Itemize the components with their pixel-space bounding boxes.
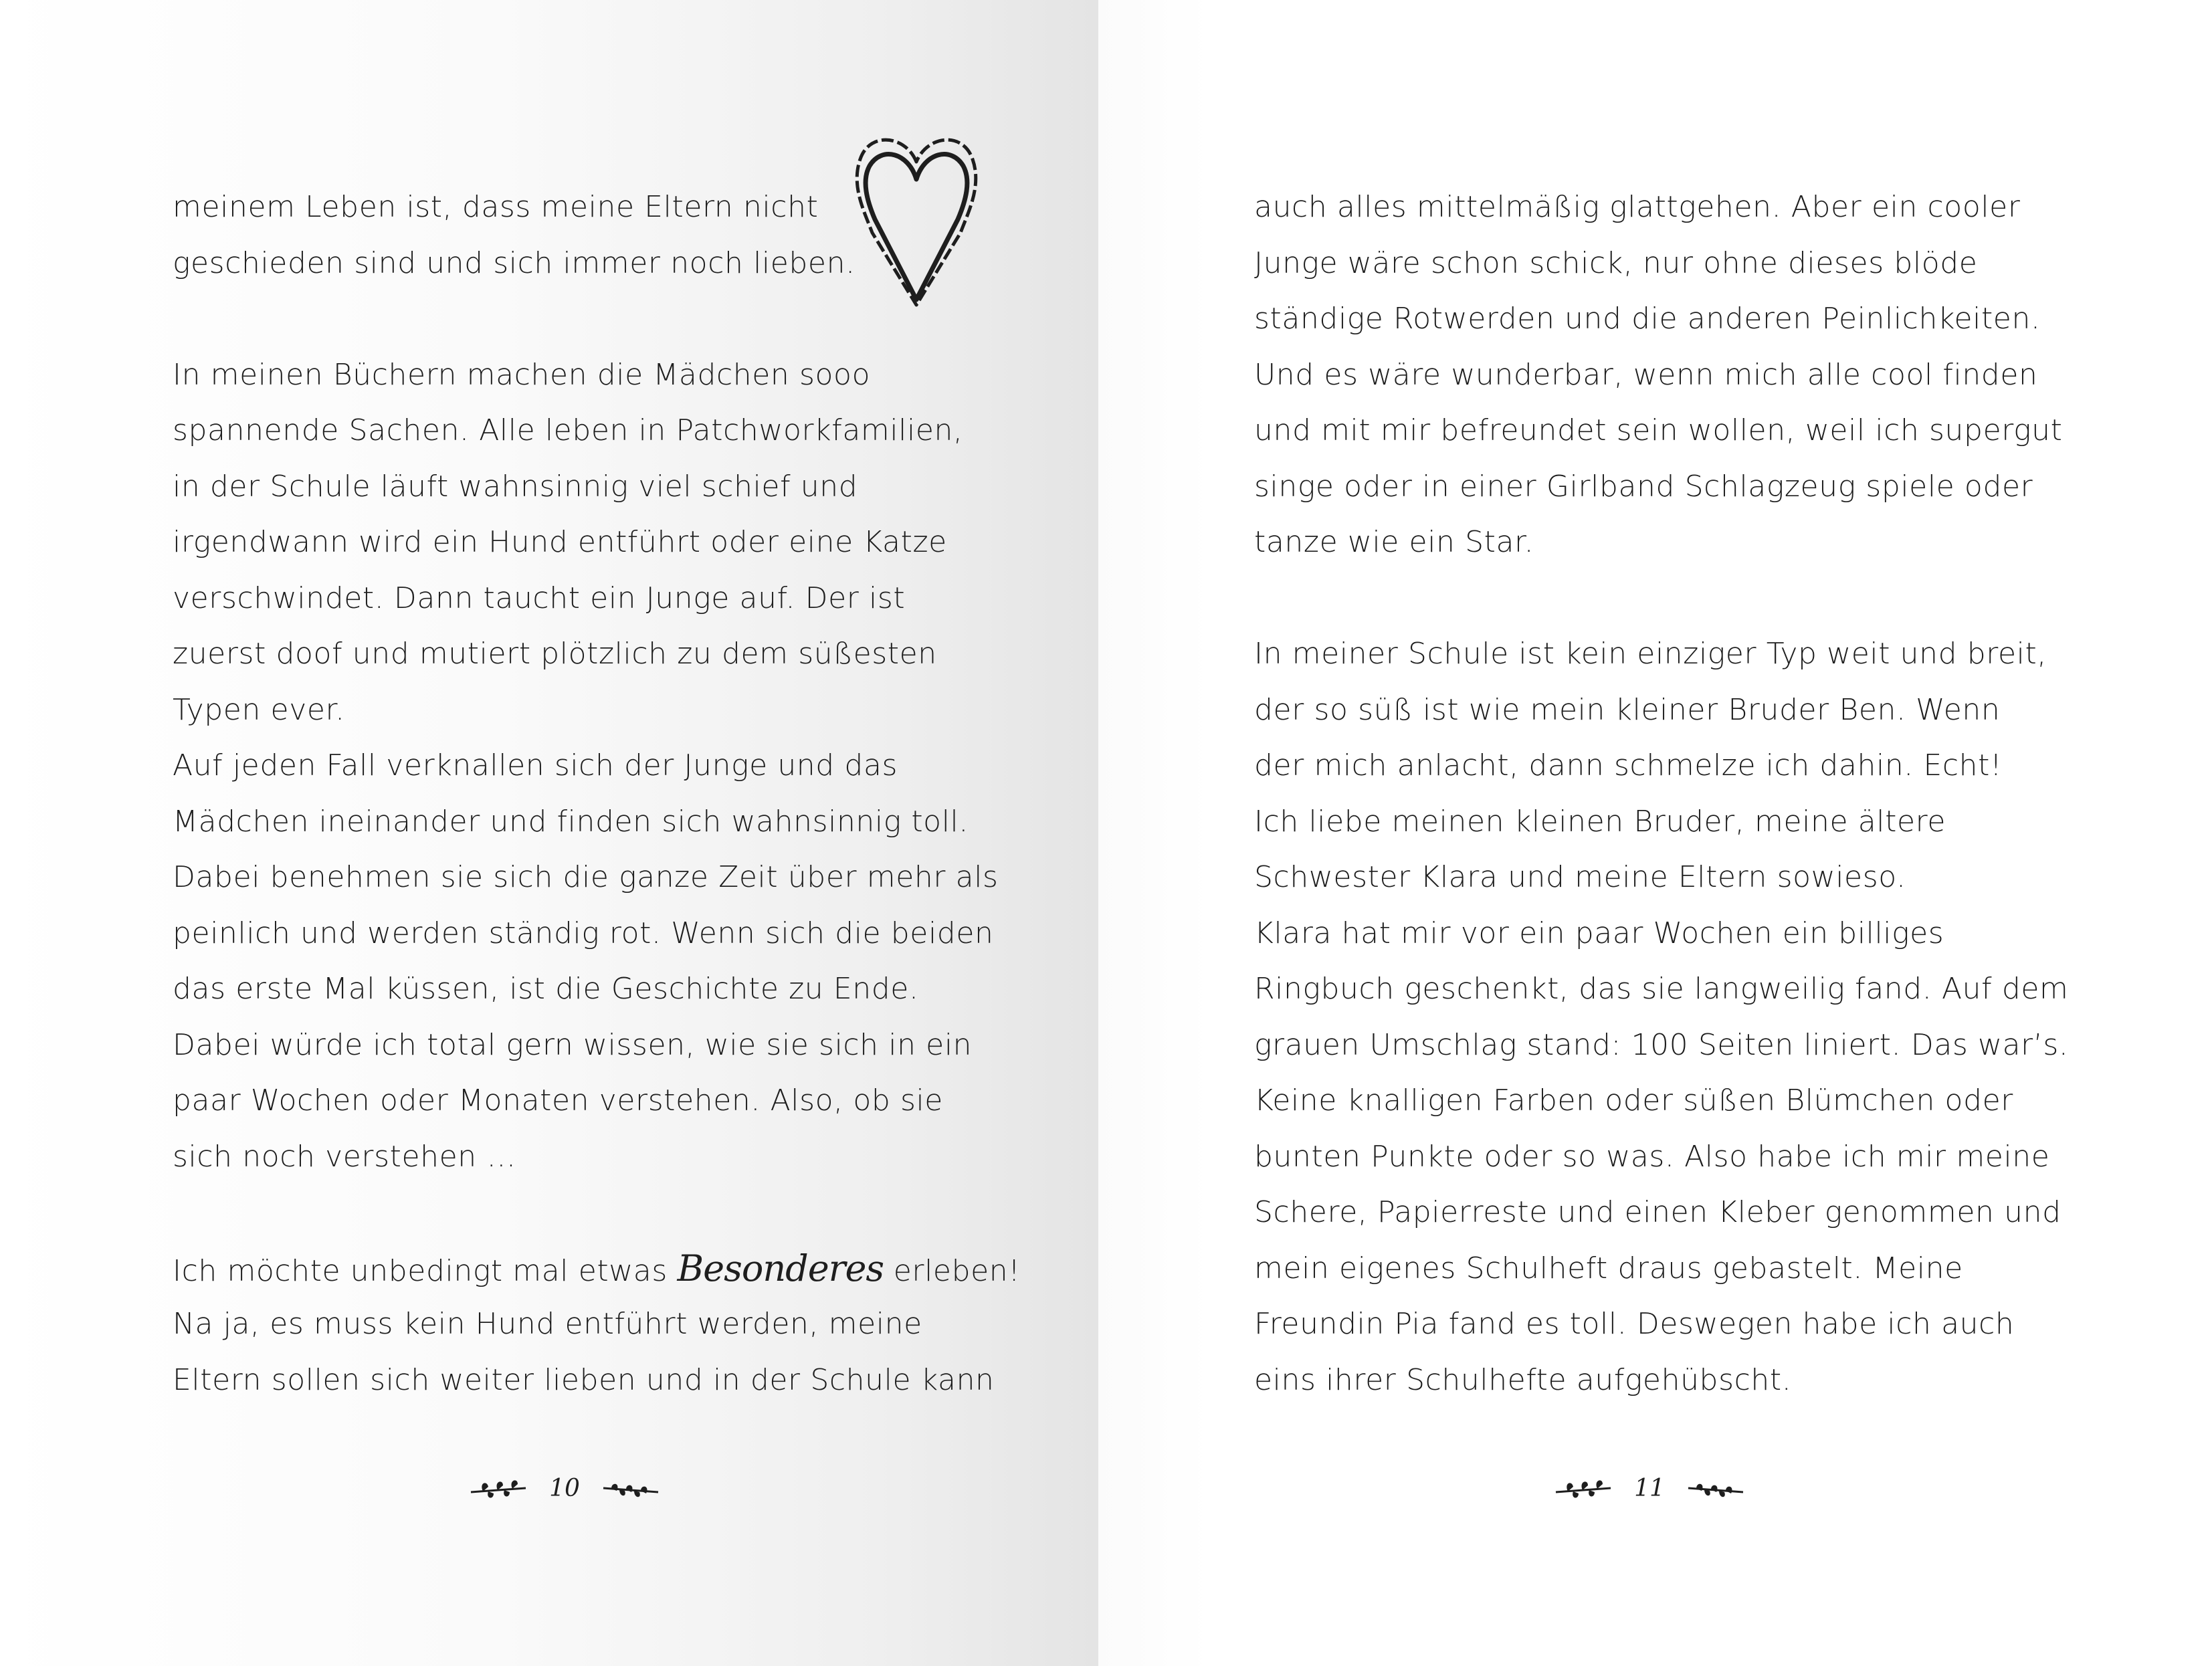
text-line: ständige Rotwerden und die anderen Peinlichkeiten. (1254, 302, 2041, 336)
text-line: meinem Leben ist, dass meine Eltern nicht (173, 190, 819, 224)
text-line: auch alles mittelmäßig glattgehen. Aber ein cooler (1254, 190, 2021, 224)
text-line: geschieden sind und sich immer noch lieben. (173, 245, 856, 280)
leaf-sprig-icon (601, 1475, 661, 1501)
text-line: sich noch verstehen … (173, 1139, 516, 1174)
leaf-sprig-icon (468, 1475, 528, 1501)
text-line: Und es wäre wunderbar, wenn mich alle cool finden (1254, 357, 2038, 392)
left-body-text (173, 179, 1021, 1408)
text-line: paar Wochen oder Monaten verstehen. Also, ob sie (173, 1083, 943, 1118)
text-line: bunten Punkte oder so was. Also habe ich mir meine (1254, 1139, 2050, 1174)
text-line: irgendwann wird ein Hund entführt oder eine Katze (173, 525, 947, 559)
text-line: und mit mir befreundet sein wollen, weil ich supergut (1254, 413, 2063, 447)
text-line: Klara hat mir vor ein paar Wochen ein billiges (1254, 916, 1944, 950)
right-page (1098, 0, 2212, 1666)
text-line: Auf jeden Fall verknallen sich der Junge und das (173, 748, 898, 783)
text-line: Freundin Pia fand es toll. Deswegen habe ich auch (1254, 1307, 2015, 1341)
text-line: Na ja, es muss kein Hund entführt werden, meine (173, 1307, 922, 1341)
leaf-sprig-icon (1553, 1475, 1613, 1501)
text-line: Eltern sollen sich weiter lieben und in der Schule kann (173, 1362, 995, 1397)
text-line: verschwindet. Dann taucht ein Junge auf. Der ist (173, 581, 906, 615)
highlight-word: Besonderes (677, 1247, 884, 1289)
leaf-sprig-icon (1686, 1475, 1746, 1501)
text-line: spannende Sachen. Alle leben in Patchworkfamilien, (173, 413, 963, 447)
text-line: In meiner Schule ist kein einziger Typ weit und breit, (1254, 637, 2047, 671)
text-line: singe oder in einer Girlband Schlagzeug spiele oder (1254, 469, 2033, 504)
text-line: in der Schule läuft wahnsinnig viel schief und (173, 469, 858, 504)
page-number: 11 (1634, 1474, 1665, 1502)
text-line: zuerst doof und mutiert plötzlich zu dem süßesten (173, 637, 937, 671)
text-line: Dabei benehmen sie sich die ganze Zeit über mehr als (173, 860, 999, 894)
left-folio (468, 1465, 661, 1512)
text-line: grauen Umschlag stand: 100 Seiten liniert. Das war’s. (1254, 1027, 2069, 1062)
text-line: Ich liebe meinen kleinen Bruder, meine ältere (1254, 804, 1946, 839)
text-line: mein eigenes Schulheft draus gebastelt. Meine (1254, 1251, 1963, 1285)
page-number: 10 (549, 1474, 580, 1502)
left-page (0, 0, 1098, 1666)
text-line: Schere, Papierreste und einen Kleber genommen und (1254, 1195, 2062, 1229)
text-line: peinlich und werden ständig rot. Wenn sich die beiden (173, 916, 994, 950)
text-line: Schwester Klara und meine Eltern sowieso. (1254, 860, 1906, 894)
highlight-line (173, 1241, 1021, 1297)
text-line: Dabei würde ich total gern wissen, wie sie sich in ein (173, 1027, 973, 1062)
text-line: Typen ever. (173, 692, 345, 727)
highlight-before: Ich möchte unbedingt mal etwas (173, 1253, 678, 1288)
text-line: der so süß ist wie mein kleiner Bruder Ben. Wenn (1254, 692, 2001, 727)
text-line: das erste Mal küssen, ist die Geschichte zu Ende. (173, 972, 919, 1006)
text-line: Mädchen ineinander und finden sich wahnsinnig toll. (173, 804, 969, 839)
text-line: Junge wäre schon schick, nur ohne dieses blöde (1254, 245, 1978, 280)
text-line: Keine knalligen Farben oder süßen Blümchen oder (1254, 1083, 2013, 1118)
text-line: eins ihrer Schulhefte aufgehübscht. (1254, 1362, 1792, 1397)
text-line: Ringbuch geschenkt, das sie langweilig fand. Auf dem (1254, 972, 2069, 1006)
text-line: In meinen Büchern machen die Mädchen sooo (173, 357, 871, 392)
right-folio (1553, 1465, 1746, 1512)
right-body-text (1254, 179, 2069, 1408)
text-line: der mich anlacht, dann schmelze ich dahin. Echt! (1254, 748, 2003, 783)
text-line: tanze wie ein Star. (1254, 525, 1534, 559)
highlight-after: erleben! (884, 1253, 1021, 1288)
